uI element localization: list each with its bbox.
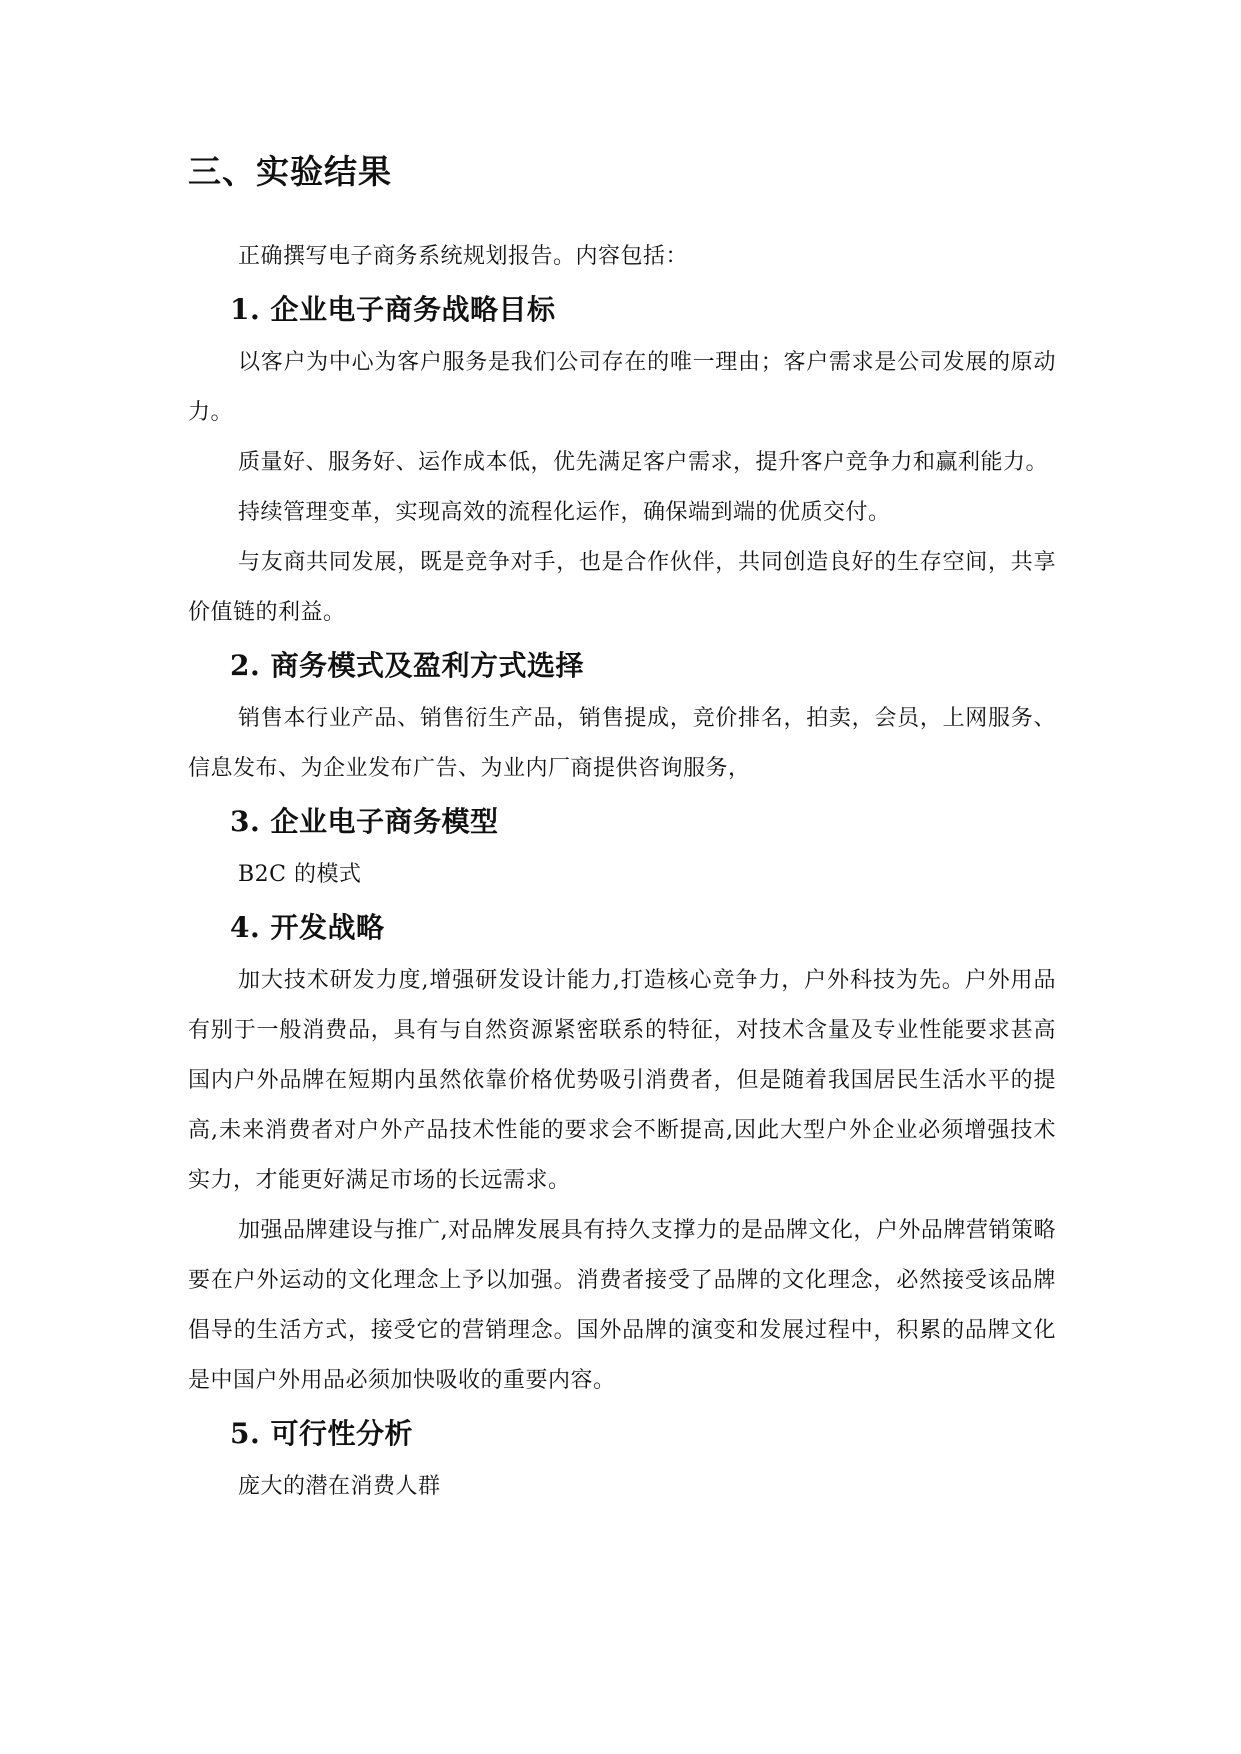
section-1 xyxy=(188,282,1056,638)
section-paragraph: 庞大的潜在消费人群 xyxy=(238,1474,441,1499)
document-content xyxy=(188,150,1056,1512)
section-2 xyxy=(188,638,1056,794)
intro-paragraph: 正确撰写电子商务系统规划报告。内容包括： xyxy=(238,244,689,269)
section-3 xyxy=(188,794,1056,900)
section-heading: 2. 商务模式及盈利方式选择 xyxy=(230,649,584,682)
section-paragraph: B2C 的模式 xyxy=(238,862,362,887)
section-5 xyxy=(188,1406,1056,1512)
section-paragraph: 加大技术研发力度,增强研发设计能力,打造核心竞争力，户外科技为先。户外用品有别于一般消费品，具有与自然资源紧密联系的特征，对技术含量及专业性能要求甚高 国内户外品牌在短期内虽然依靠价格优势吸引消费者，但是随着我国居民生活水平的提高,未来消费者对户外产品技术性能的要求会不断提高,因此大型户外企业必须增强技术实力，才能更好满足市场的长远需求。 xyxy=(188,968,1056,1193)
section-paragraph: 质量好、服务好、运作成本低，优先满足客户需求，提升客户竞争力和赢利能力。 xyxy=(238,450,1049,475)
section-heading: 4. 开发战略 xyxy=(230,911,385,944)
section-paragraph: 与友商共同发展，既是竞争对手，也是合作伙伴，共同创造良好的生存空间，共享价值链的利益。 xyxy=(188,550,1056,625)
section-4 xyxy=(188,900,1056,1406)
section-paragraph: 销售本行业产品、销售衍生产品，销售提成，竞价排名，拍卖，会员，上网服务、信息发布、为企业发布广告、为业内厂商提供咨询服务， xyxy=(188,706,1056,781)
section-heading: 1. 企业电子商务战略目标 xyxy=(230,293,556,326)
section-paragraph: 以客户为中心为客户服务是我们公司存在的唯一理由；客户需求是公司发展的原动力。 xyxy=(188,350,1056,425)
section-heading: 3. 企业电子商务模型 xyxy=(230,805,499,838)
section-heading: 5. 可行性分析 xyxy=(230,1417,413,1450)
section-paragraph: 持续管理变革，实现高效的流程化运作，确保端到端的优质交付。 xyxy=(238,500,891,525)
page-title: 三、实验结果 xyxy=(188,152,392,191)
section-paragraph: 加强品牌建设与推广,对品牌发展具有持久支撑力的是品牌文化，户外品牌营销策略要在户外运动的文化理念上予以加强。消费者接受了品牌的文化理念，必然接受该品牌倡导的生活方式，接受它的营销理念。国外品牌的演变和发展过程中，积累的品牌文化是中国户外用品必须加快吸收的重要内容。 xyxy=(188,1218,1056,1393)
